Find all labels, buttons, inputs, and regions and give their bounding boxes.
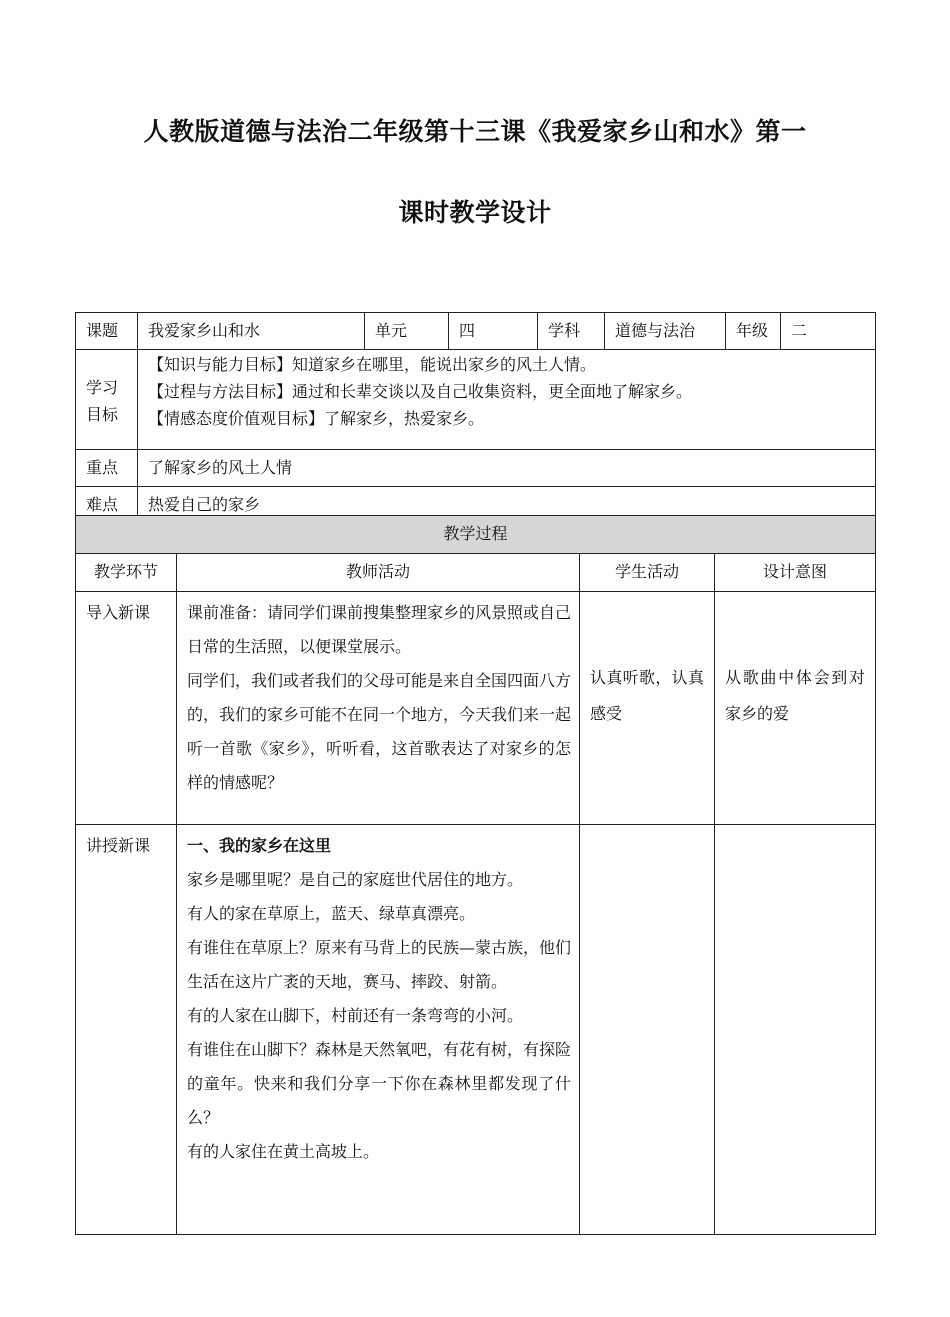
goals-label-line-1: 学习 (86, 378, 119, 397)
page-title-line-1: 人教版道德与法治二年级第十三课《我爱家乡山和水》第一 (143, 117, 807, 146)
teacher-activity-new-lesson (177, 825, 580, 1235)
header-teacher: 教师活动 (177, 554, 580, 592)
stage-new-lesson: 讲授新课 (76, 825, 177, 1235)
teacher-activity-intro (177, 592, 580, 825)
teacher-paragraph: 同学们，我们或者我们的父母可能是来自全国四面八方的，我们的家乡可能不在同一个地方，今天我们来一起听一首歌《家乡》，听听看，这首歌表达了对家乡的怎样的情感呢？ (187, 671, 572, 792)
goal-knowledge: 【知识与能力目标】知道家乡在哪里，能说出家乡的风土人情。 (148, 355, 597, 374)
teacher-paragraph: 有谁住在草原上？原来有马背上的民族—蒙古族，他们生活在这片广袤的天地，赛马、摔跤、射箭。 (187, 938, 572, 991)
goal-process: 【过程与方法目标】通过和长辈交谈以及自己收集资料，更全面地了解家乡。 (148, 382, 693, 401)
process-heading: 教学过程 (76, 516, 876, 554)
teacher-paragraph: 有谁住在山脚下？森林是天然氧吧，有花有树，有探险的童年。快来和我们分享一下你在森林里都发现了什么？ (187, 1040, 572, 1127)
teacher-paragraph: 家乡是哪里呢？是自己的家庭世代居住的地方。 (187, 870, 524, 889)
difficulty-value: 热爱自己的家乡 (138, 487, 876, 524)
design-intent-new-lesson (715, 825, 876, 1235)
goal-emotion: 【情感态度价值观目标】了解家乡，热爱家乡。 (148, 409, 485, 428)
student-activity-intro: 认真听歌，认真感受 (580, 592, 715, 825)
page-title-line-2: 课时教学设计 (398, 198, 552, 227)
unit-label: 单元 (365, 313, 449, 350)
teacher-paragraph: 课前准备：请同学们课前搜集整理家乡的风景照或自己日常的生活照，以便课堂展示。 (187, 603, 572, 656)
topic-value: 我爱家乡山和水 (138, 313, 365, 350)
header-intent: 设计意图 (715, 554, 876, 592)
grade-label: 年级 (726, 313, 781, 350)
subject-label: 学科 (538, 313, 605, 350)
student-activity-new-lesson (580, 825, 715, 1235)
goals-label-line-2: 目标 (86, 405, 119, 424)
key-point-label: 重点 (76, 450, 138, 487)
grade-value: 二 (781, 313, 876, 350)
difficulty-label: 难点 (76, 487, 138, 524)
teacher-paragraph: 有的人家在山脚下，村前还有一条弯弯的小河。 (187, 1006, 524, 1025)
teaching-process-table (75, 515, 876, 1235)
key-point-value: 了解家乡的风土人情 (138, 450, 876, 487)
unit-value: 四 (449, 313, 538, 350)
topic-label: 课题 (76, 313, 138, 350)
teacher-paragraph: 有人的家在草原上，蓝天、绿草真漂亮。 (187, 904, 476, 923)
lesson-info-table (75, 312, 876, 524)
design-intent-intro: 从歌曲中体会到对家乡的爱 (715, 592, 876, 825)
header-stage: 教学环节 (76, 554, 177, 592)
stage-intro: 导入新课 (76, 592, 177, 825)
goals-list (138, 350, 876, 450)
header-student: 学生活动 (580, 554, 715, 592)
section-heading: 一、我的家乡在这里 (187, 836, 332, 855)
subject-value: 道德与法治 (605, 313, 726, 350)
goals-label (76, 350, 138, 450)
teacher-paragraph: 有的人家住在黄土高坡上。 (187, 1142, 380, 1161)
